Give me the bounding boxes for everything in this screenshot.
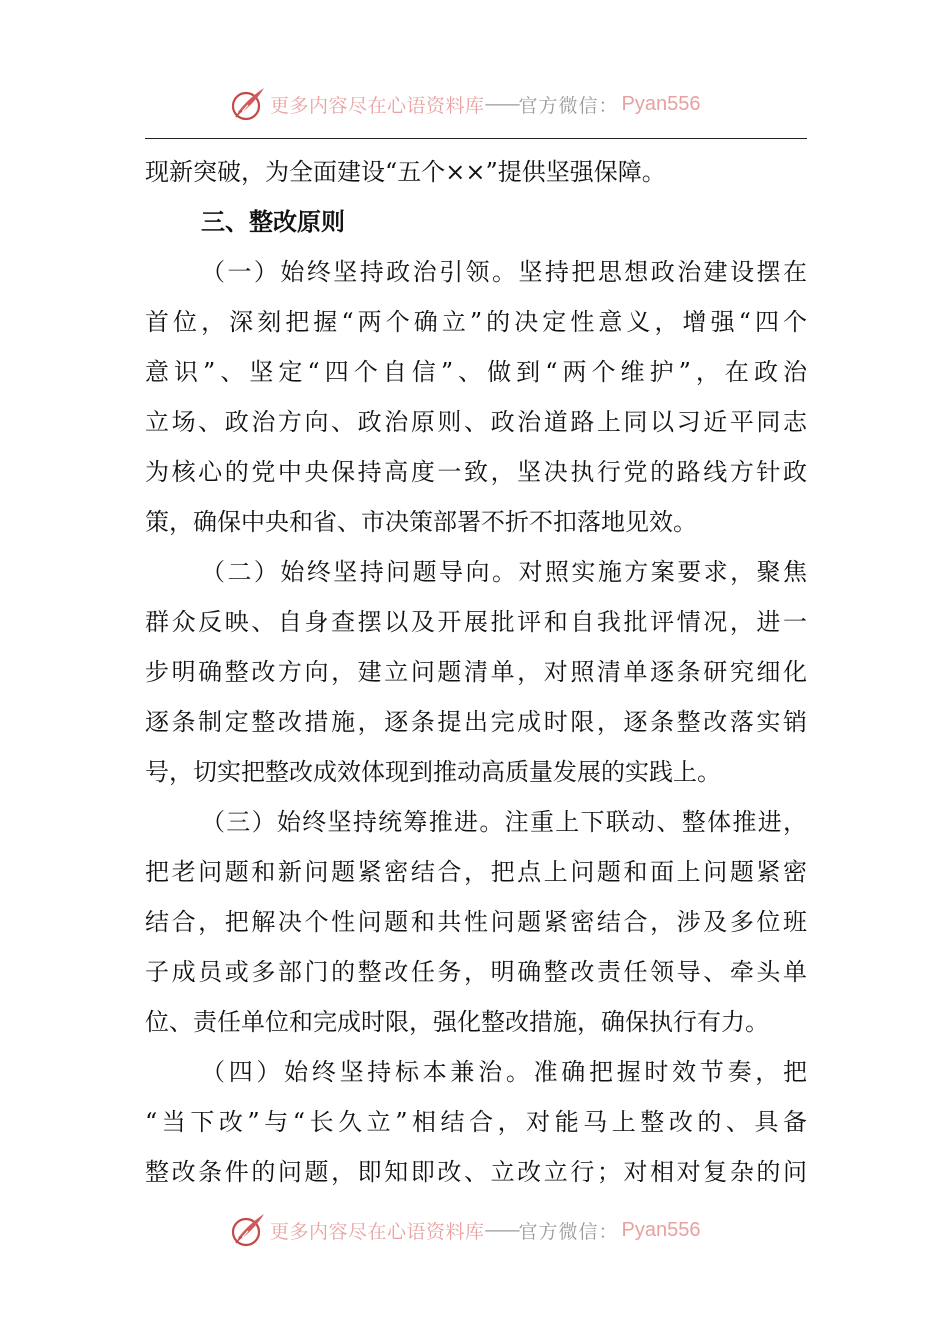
paragraph-2-first-line (145, 547, 807, 597)
paragraph-4-first-line (145, 1047, 807, 1097)
paragraph-4-lead: 准确把握时效节奏，把 (533, 1058, 808, 1086)
header-divider (145, 138, 807, 139)
paragraph-4-heading: （四）始终坚持标本兼治。 (201, 1058, 534, 1086)
body-line: 为核心的党中央保持高度一致，坚决执行党的路线方针政 (145, 458, 807, 486)
body-line: 步明确整改方向，建立问题清单，对照清单逐条研究细化 (145, 658, 807, 686)
paragraph-1-first-line (145, 247, 807, 297)
body-line: 位、责任单位和完成时限，强化整改措施，确保执行有力。 (145, 1008, 769, 1036)
document-body (145, 147, 807, 1197)
body-line: 号，切实把整改成效体现到推动高质量发展的实践上。 (145, 758, 721, 786)
body-line: 现新突破，为全面建设“五个××”提供坚强保障。 (145, 158, 666, 186)
body-line: 子成员或多部门的整改任务，明确整改责任领导、牵头单 (145, 958, 807, 986)
body-line: 立场、政治方向、政治原则、政治道路上同以习近平同志 (145, 408, 807, 436)
watermark-text: 更多内容尽在心语资料库 (270, 1220, 485, 1243)
watermark-separator: —— (484, 93, 519, 115)
watermark-text: 更多内容尽在心语资料库 (270, 94, 485, 117)
body-line: 意识”、坚定“四个自信”、做到“两个维护”，在政治 (145, 358, 807, 386)
body-line: 逐条制定整改措施，逐条提出完成时限，逐条整改落实销 (145, 708, 807, 736)
paragraph-3-lead: 注重上下联动、整体推进， (504, 808, 808, 836)
body-line: 首位，深刻把握“两个确立”的决定性意义，增强“四个 (145, 308, 807, 336)
paragraph-2-lead: 对照实施方案要求，聚焦 (518, 558, 808, 586)
watermark-header (0, 84, 950, 124)
paragraph-2-heading: （二）始终坚持问题导向。 (201, 558, 519, 586)
watermark-official-label: 官方微信： (518, 1220, 619, 1243)
body-line: 群众反映、自身查摆以及开展批评和自我批评情况，进一 (145, 608, 807, 636)
paragraph-3-heading: （三）始终坚持统筹推进。 (201, 808, 505, 836)
body-line: “当下改”与“长久立”相结合，对能马上整改的、具备 (145, 1108, 807, 1136)
paragraph-1-heading: （一）始终坚持政治引领。 (201, 258, 519, 286)
watermark-official-label: 官方微信： (518, 94, 619, 117)
body-line: 策，确保中央和省、市决策部署不折不扣落地见效。 (145, 508, 697, 536)
section-heading: 三、整改原则 (201, 208, 345, 236)
paragraph-1-lead: 坚持把思想政治建设摆在 (518, 258, 808, 286)
body-line: 整改条件的问题，即知即改、立改立行；对相对复杂的问 (145, 1158, 807, 1186)
watermark-footer (0, 1210, 950, 1250)
quill-logo-icon (228, 1210, 268, 1250)
body-line: 结合，把解决个性问题和共性问题紧密结合，涉及多位班 (145, 908, 807, 936)
quill-logo-icon (228, 84, 268, 124)
body-line: 把老问题和新问题紧密结合，把点上问题和面上问题紧密 (145, 858, 807, 886)
watermark-separator: —— (484, 1219, 519, 1241)
watermark-code: Pyan556 (621, 1218, 701, 1241)
paragraph-3-first-line (145, 797, 807, 847)
watermark-code: Pyan556 (621, 92, 701, 115)
